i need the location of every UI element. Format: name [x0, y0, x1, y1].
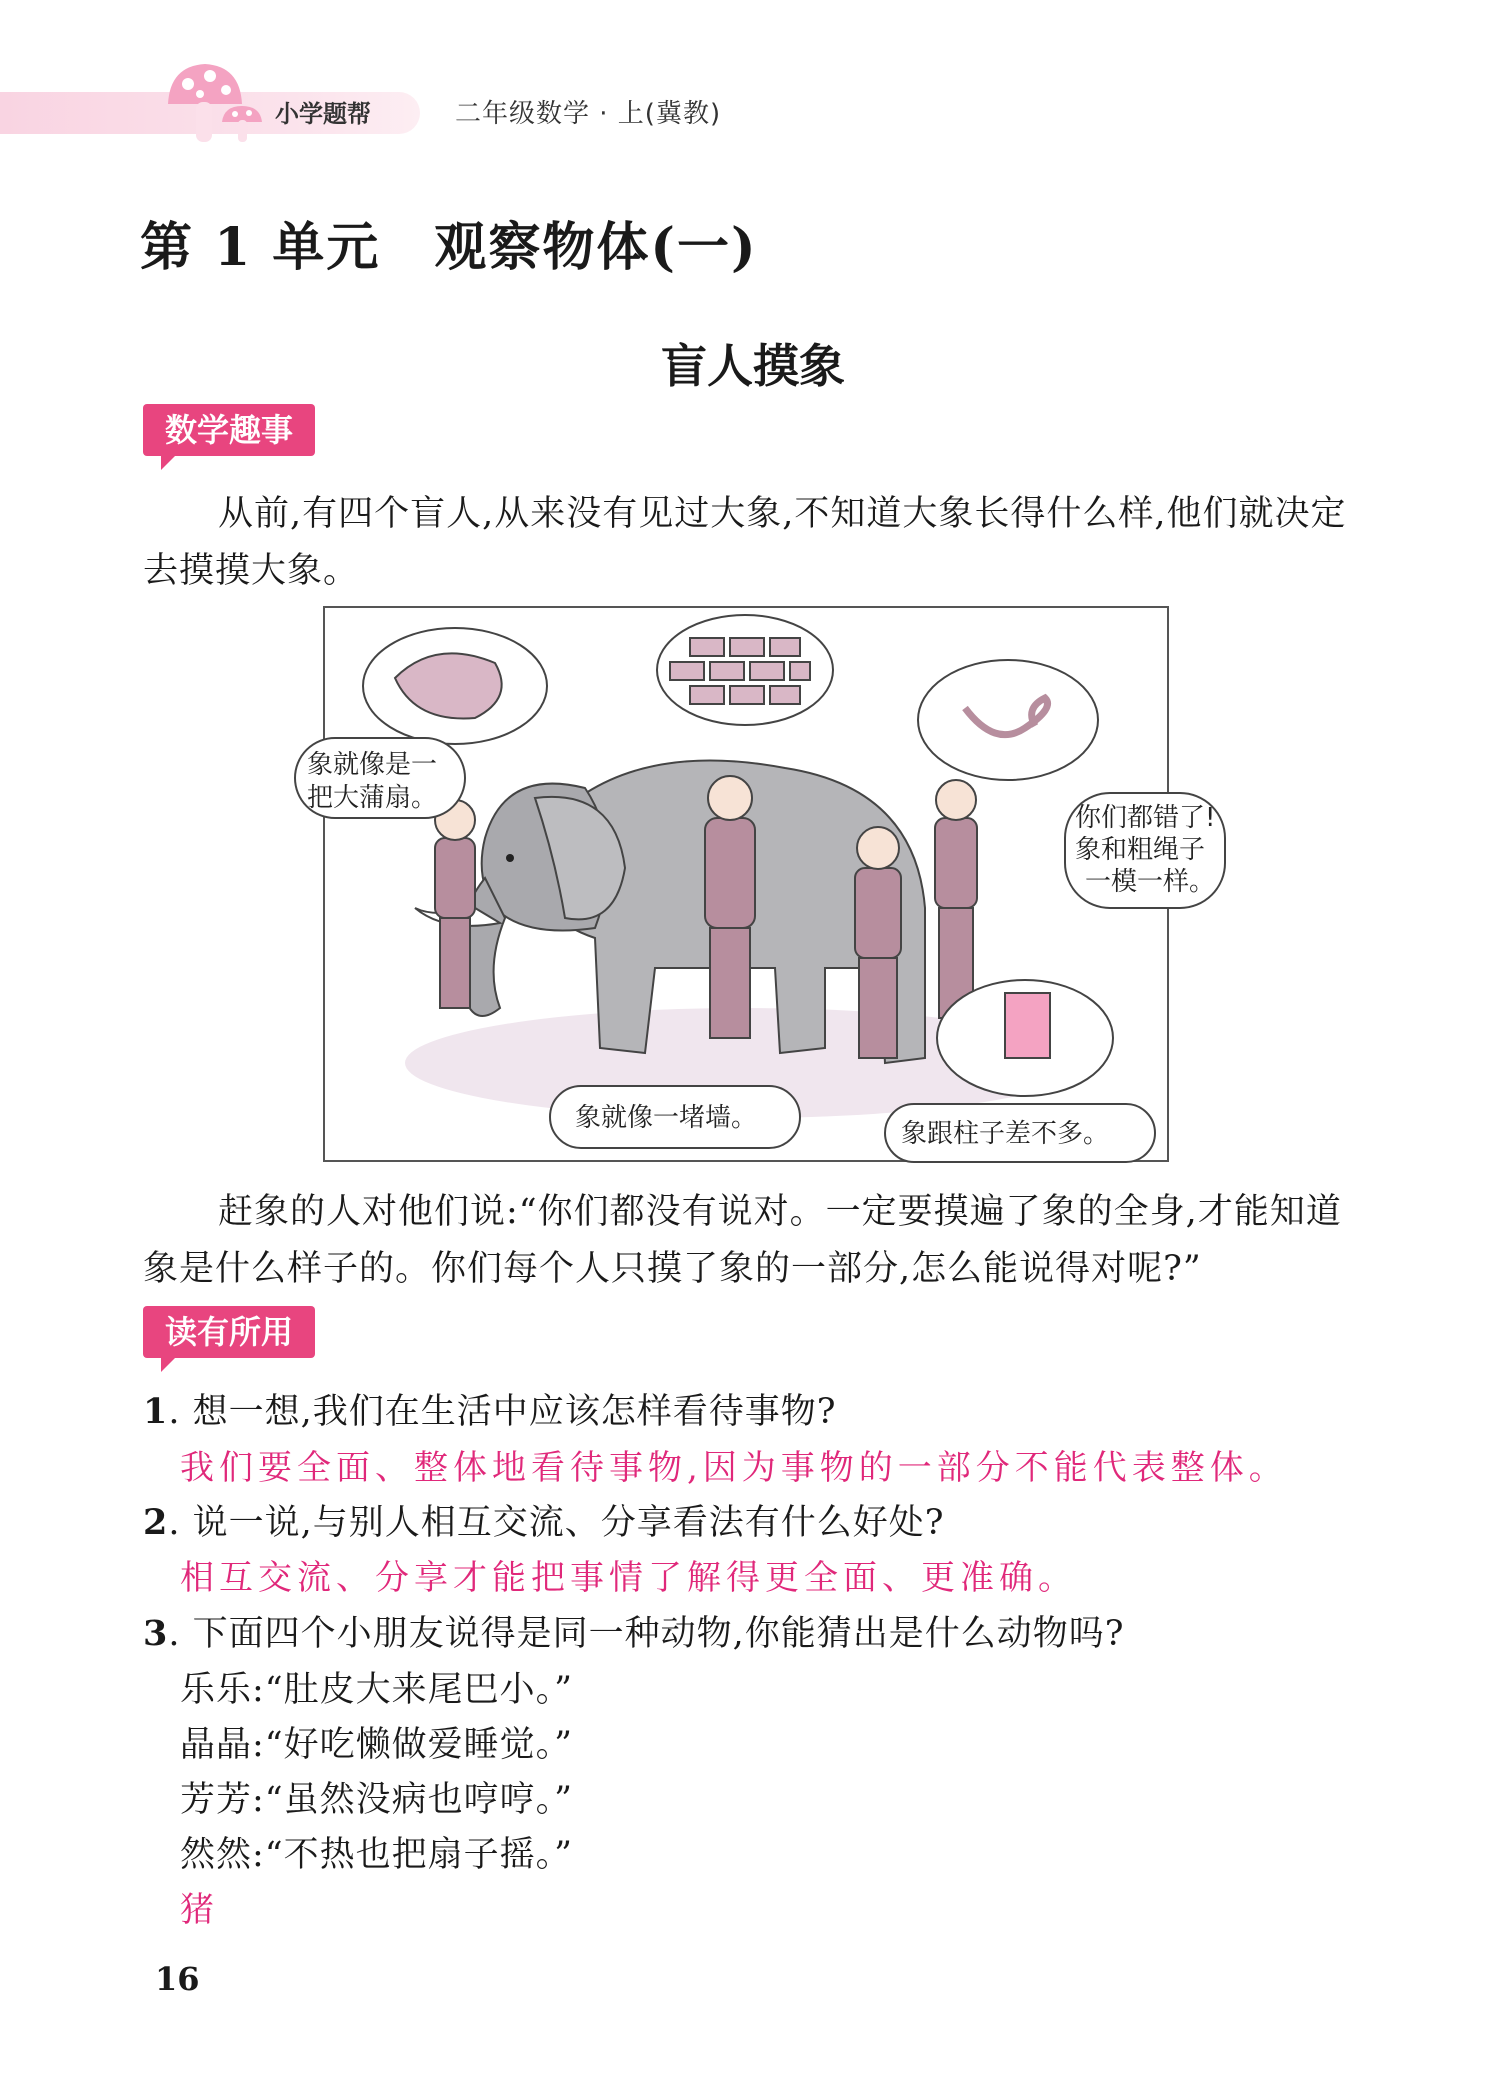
story-paragraph-1: 从前,有四个盲人,从来没有见过大象,不知道大象长得什么样,他们就决定去摸摸大象。 [143, 494, 1347, 591]
story-paragraph-2: 赶象的人对他们说:“你们都没有说对。一定要摸遍了象的全身,才能知道象是什么样子的。你们每个人只摸了象的一部分,怎么能说得对呢?” [143, 1192, 1342, 1289]
riddle-ranran: 然然:“不热也把扇子摇。” [180, 1835, 574, 1875]
answer-3: 猪 [180, 1890, 219, 1930]
riddle-lele: 乐乐:“肚皮大来尾巴小。” [180, 1670, 574, 1710]
bubble-rope-line-3: 一模一样。 [1085, 867, 1216, 897]
header-book-title: 二年级数学 · 上(冀教) [455, 99, 722, 129]
bubble-fan-line-2: 把大蒲扇。 [307, 783, 438, 813]
story-title: 盲人摸象 [661, 339, 845, 393]
page-number: 16 [155, 1960, 200, 1998]
tag-read-apply: 读有所用 [143, 1306, 315, 1358]
question-1 [143, 1386, 837, 1438]
illustration-drawing [307, 608, 1216, 1164]
header-brand: 小学题帮 [275, 100, 371, 128]
bubble-pillar: 象跟柱子差不多。 [901, 1119, 1110, 1149]
illustration-blind-men-elephant [307, 606, 1216, 1162]
question-2-text: . 说一说,与别人相互交流、分享看法有什么好处? [168, 1503, 945, 1543]
bubble-fan-line-1: 象就像是一 [307, 750, 438, 780]
riddle-jingjing: 晶晶:“好吃懒做爱睡觉。” [180, 1725, 574, 1765]
bubble-rope-line-2: 象和粗绳子 [1075, 835, 1206, 865]
answer-1: 我们要全面、整体地看待事物,因为事物的一部分不能代表整体。 [180, 1448, 1288, 1488]
question-3-text: . 下面四个小朋友说得是同一种动物,你能猜出是什么动物吗? [168, 1614, 1125, 1654]
question-3 [143, 1608, 1125, 1660]
question-2-number: 2 [143, 1502, 169, 1543]
bubble-rope-line-1: 你们都错了! [1075, 803, 1216, 833]
bubble-wall: 象就像一堵墙。 [575, 1103, 758, 1133]
question-3-number: 3 [143, 1613, 169, 1654]
question-2 [143, 1497, 945, 1549]
tag-math-story: 数学趣事 [143, 404, 315, 456]
answer-2: 相互交流、分享才能把事情了解得更全面、更准确。 [180, 1558, 1077, 1598]
question-1-number: 1 [143, 1391, 169, 1432]
mushroom-logo-icon [160, 56, 270, 146]
riddle-fangfang: 芳芳:“虽然没病也哼哼。” [180, 1780, 574, 1820]
question-1-text: . 想一想,我们在生活中应该怎样看待事物? [168, 1392, 837, 1432]
unit-title: 第 1 单元 观察物体(一) [140, 217, 758, 278]
